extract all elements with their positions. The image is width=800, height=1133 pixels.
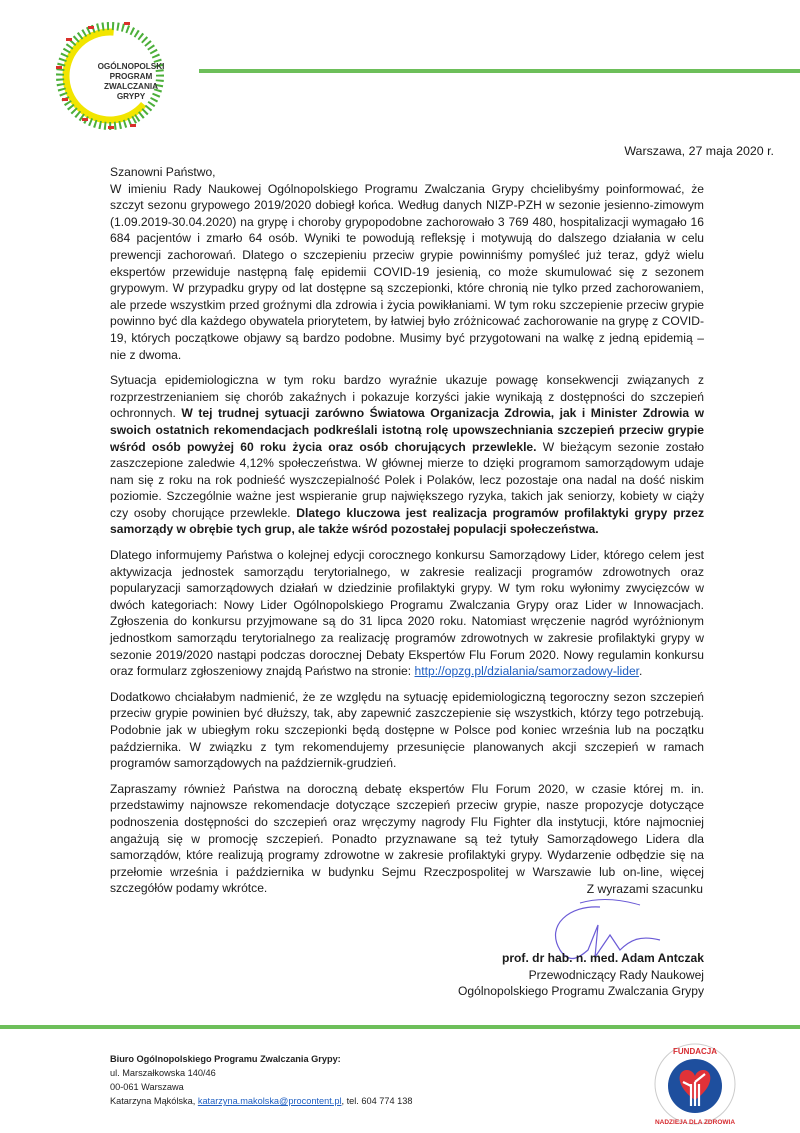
logo-line: GRYPY (116, 92, 146, 101)
p3-text: Dlatego informujemy Państwa o kolejnej edycji corocznego konkursu Samorządowy Lider, którego celem jest aktywizacja jednostek samorządu terytorialnego, w zakresie realizacji programów zdrowotnych oraz popularyzacji samorządowych działań w dziedzinie profilaktyki grypy. W tym roku wyłonimy zwycięzców w dwóch kategoriach: Nowy Lider Ogólnopolskiego Programu Zwalczania Grypy oraz Lider w Innowacjach. Zgłoszenia do konkursu przyjmowane są do 31 lipca 2020 roku. Natomiast wręczenie nagród wyróżnionym jednostkom samorządu terytorialnego za realizację programów zdrowotnych w zakresie profilaktyki grypy w sezonie 2019/2020 nastąpi podczas dorocznej Debaty Ekspertów Flu Forum 2020. Nowy regulamin konkursu oraz formularz zgłoszeniowy znajdą Państwo na stronie: (110, 548, 704, 679)
paragraph-1: W imieniu Rady Naukowej Ogólnopolskiego Programu Zwalczania Grypy chcielibyśmy poinformować, że szczyt sezonu grypowego 2019/2020 dobiegł końca. Według danych NIZP-PZH w sezonie jesienno-zimowym (1.09.2019-30.04.2020) na grypę i choroby grypopodobne zachorowało 3 769 480, hospitalizacji wymagało 16 684 pacjentów i zmarło 64 osób. Wyniki te powodują refleksję i motywują do dalszego działania w celu prewencji zachorowań. Dlatego o szczepieniu przeciw grypie powinniśmy pomyśleć już teraz, gdyż wielu ekspertów przewiduje następną falę epidemii COVID-19 jesienią, co może skumulować się z sezonem grypowym. W przypadku grypy od lat dostępne są szczepionki, które chronią nie tylko przed zachorowaniem, ale przede wszystkim przed groźnymi dla zdrowia i życia powikłaniami. W tym roku szczepienie przeciw grypie powinno być dla każdego obywatela priorytetem, by łatwiej było zróżnicować zachorowanie na grypę z COVID-19, których początkowe objawy są bardzo podobne. Musimy być przygotowani na walkę z jedną epidemią – nie z dwoma. (110, 181, 704, 362)
paragraph-4: Dodatkowo chciałabym nadmienić, że ze względu na sytuację epidemiologiczną tegoroczny sezon szczepień przeciw grypie powinien być dłuższy, tak, aby zapewnić zaszczepienie się wszystkich, którzy tego potrzebują. Podobnie jak w ubiegłym roku szczepionki będą dostępne w Polsce pod koniec września lub na początku października. W związku z tym rekomendujemy przesunięcie planowanych akcji szczepień w ramach programów samorządowych na październik-grudzień. (110, 689, 704, 771)
paragraph-2 (110, 372, 704, 538)
footer-contact-line (110, 1094, 413, 1108)
p3-end: . (639, 664, 643, 679)
closing-salutation: Z wyrazami szacunku (586, 882, 703, 896)
paragraph-3 (110, 547, 704, 680)
p2-text: Sytuacja epidemiologiczna w tym roku bardzo wyraźnie ukazuje powagę konsekwencji związanych z rozprzestrzenianiem się chorób zakaźnych i pokazuje korzyści jakie wynikają z dostępności do szczepień ochronnych. (110, 373, 704, 421)
footer-street: ul. Marszałkowska 140/46 (110, 1068, 216, 1078)
signatory-name: prof. dr hab. n. med. Adam Antczak (501, 951, 704, 965)
footer-city: 00-061 Warszawa (110, 1082, 184, 1092)
footer-divider (0, 1025, 800, 1029)
footer-org: Biuro Ogólnopolskiego Programu Zwalczania Grypy: (110, 1054, 341, 1064)
contact-name: Katarzyna Mąkólska, (110, 1096, 198, 1106)
logo-line: OGÓLNOPOLSKI (97, 62, 165, 71)
logo-text (91, 62, 171, 102)
p2-bold-text: W tej trudnej sytuacji zarówno Światowa Organizacja Zdrowia, jak i Minister Zdrowia w swoich ostatnich rekomendacjach podkreślali istotną rolę upowszechniania szczepień przeciw grypie wśród osób powyżej 60 roku życia oraz osób chorujących przewlekle. (110, 406, 704, 454)
footer-contact (110, 1052, 413, 1108)
letter-date: Warszawa, 27 maja 2020 r. (624, 144, 774, 158)
p2-text: W bieżącym sezonie zostało zaszczepione zaledwie 4,12% społeczeństwa. W głównej mierze to dzięki programom samorządowym udaje nam się z roku na rok podnieść wyszczepialność Polek i Polaków, lecz pozostaje ona nadal na dość niskim poziomie. Szczególnie ważne jest wspieranie grup największego ryzyka, takich jak seniorzy, kobiety w ciąży czy osoby chorujące przewlekle. (110, 439, 705, 520)
foundation-top-text: FUNDACJA (673, 1047, 717, 1056)
foundation-logo (645, 1038, 745, 1128)
paragraph-5: Zapraszamy również Państwa na doroczną debatę ekspertów Flu Forum 2020, w czasie której m. in. przedstawimy najnowsze rekomendacje dotyczące szczepień przeciw grypie, nasze propozycje dotyczące podnoszenia dostępności do szczepień oraz wręczymy nagrody Flu Fighter dla instytucji, które najmocniej angażują się w promocję szczepień. Ponadto przyznawane są też tytuły Samorządowego Lidera dla samorządów, które realizują programy zdrowotne w zakresie profilaktyki grypy. Wydarzenie odbędzie się na przełomie września i października w budynku Sejmu Rzeczpospolitej w Warszawie lub on-line, więcej szczegółów podamy wkrótce. (110, 781, 704, 896)
letter-body (110, 164, 704, 906)
header-divider (199, 69, 800, 73)
logo-line: ZWALCZANIA (103, 82, 159, 91)
p2-bold-text: Dlatego kluczowa jest realizacja programów profilaktyki grypy przez samorządy w obrębie tych grup, ale także wśród pozostałej populacji społeczeństwa. (110, 505, 704, 537)
contact-email-link[interactable]: katarzyna.makolska@procontent.pl (197, 1096, 342, 1106)
signatory-block (420, 950, 704, 1000)
logo-line: PROGRAM (109, 72, 153, 81)
samorzadowy-lider-link[interactable]: http://opzg.pl/dzialania/samorzadowy-lider (414, 664, 640, 679)
foundation-bottom-text: NADZIEJA DLA ZDROWIA (654, 1119, 736, 1126)
greeting: Szanowni Państwo, (110, 165, 216, 179)
signatory-org: Ogólnopolskiego Programu Zwalczania Grypy (457, 984, 704, 998)
contact-phone: , tel. 604 774 138 (341, 1096, 413, 1106)
signatory-title: Przewodniczący Rady Naukowej (528, 967, 704, 982)
